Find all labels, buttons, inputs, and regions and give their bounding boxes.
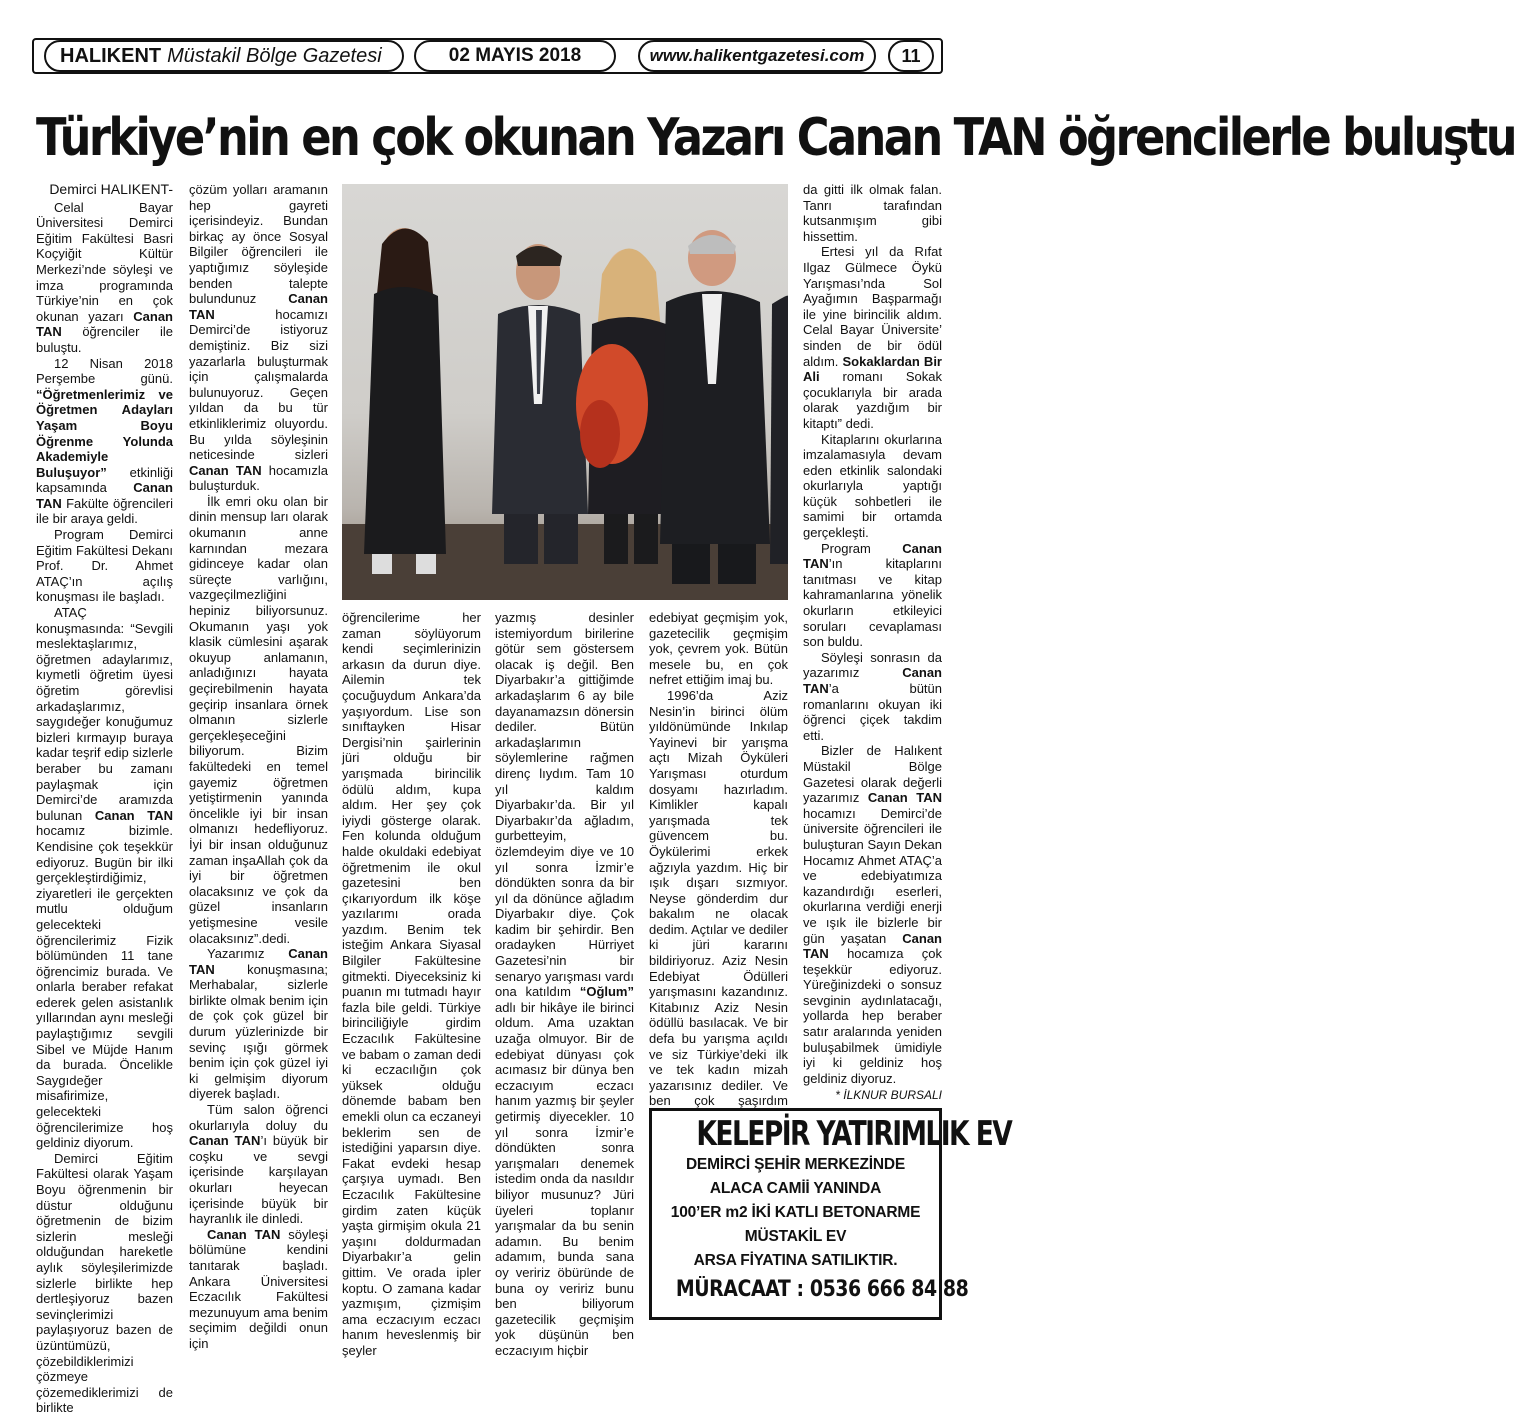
advert-line: 100’ER m2 İKİ KATLI BETONARME [670, 1204, 921, 1221]
advert-line: ALACA CAMİİ YANINDA [709, 1180, 882, 1197]
person-woman-with-flowers [576, 248, 672, 564]
real-estate-advert [649, 1108, 1012, 1320]
paper-tagline: Müstakil Bölge Gazetesi [167, 44, 382, 67]
article-column-3: öğrencilerime her zaman söylüyorum kendi seçimlerinizin arkasın da durun diye. Ailemin tek çocuğuydum Ankara’da yaşıyordum. Lise son sınıftayken Hisar Dergisi’nin şairlerinin jüri olduğu bir yarışmada birincilik ödülü aldım, kupa aldım. Her şey çok iyiydi gösterge olarak. Fen kolunda olduğum halde okuldaki edebiyat öğretmenim ile okul gazetesini ben çıkarıyordum ilk köşe yazılarımı orada yazdım. Benim tek isteğim Ankara Siyasal Bilgiler Fakültesine gitmekti. Diyeceksiniz ki puanın mı tutmadı hayır fazla bile geldi. Türkiye birinciliğiyle girdim Eczacılık Fakültesine ve babam o zaman dedi ki eczacılığın çok yüksek olduğu dönemde babam ben emekli olun ca eczaneyi beklerim sen de istediğini yaparsın diye. Fakat evdeki hesap çarşıya uymadı. Ben Eczacılık Fakültesine girdim zaten küçük yaşta girmişim okula 21 yaşını doldurmadan Diyarbakır’a gelin gittim. Ve orada ipler koptu. O zamana kadar yazmışım, çizmişim ama eczacıyım eczacı hanım heveslenmiş bir şeyler [342, 610, 481, 1358]
author-signature: * İLKNUR BURSALI [835, 1088, 942, 1103]
advert-line: DEMİRCİ ŞEHİR MERKEZİNDE [685, 1156, 906, 1173]
website-link[interactable]: www.halikentgazetesi.com [638, 40, 876, 72]
paper-name-banner [44, 40, 404, 72]
article-column-1: Demirci HALIKENT- Celal Bayar Üniversitesi Demirci Eğitim Fakültesi Basri Koçyiğit Kültür Merkezi’nde söyleşi ve imza programında Türkiye’nin en çok okunan yazarı Canan TAN öğrenciler ile buluştu. 12 Nisan 2018 Perşembe günü. “Öğretmenlerimiz ve Öğretmen Adayları Yaşam Boyu Öğrenme Yolunda Akademiyle Buluşuyor” etkinliği kapsamında Canan TAN Fakülte öğrencileri ile bir araya geldi. Program Demirci Eğitim Fakültesi Dekanı Prof. Dr. Ahmet ATAÇ’ın açılış konuşması ile başladı. ATAÇ konuşmasında: “Sevgili meslektaşlarımız, öğretmen adaylarımız, kıymetli öğretim üyesi öğretim görevlisi arkadaşlarımız, saygıdeğer konuğumuz bizleri kırmayıp buraya kadar teşrif edip sizlerle beraber bu zamanı paylaşmak için Demirci’de aramızda bulunan Canan TAN hocamız bizimle. Kendisine çok teşekkür ediyoruz. Bugün bir ilki gerçekleştirdiğimiz, ziyaretleri ile gerçekten mutlu olduğum gelecekteki öğrencilerimiz Fizik bölümünden 11 tane öğrencimiz burada. Ve onlarla beraber refakat ederek gelen asistanlık yıllarından aynı mesleği paylaştığımız sevgili Sibel ve Müjde Hanım da burada. Öncelikle Saygıdeğer misafirimize, gelecekteki öğrencilerimize hoş geldiniz diyorum. Demirci Eğitim Fakültesi olarak Yaşam Boyu öğrenmenin bir düstur olduğunu öğretmenin de bizim sizlerin mesleği olduğundan hareketle aylık söyleşilerimizde sizlerle birlikte hep dertleşiyoruz bazen sevinçlerimizi paylaşıyoruz bazen de üzüntümüzü, çözebildiklerimizi çözmeye çözemediklerimizi de birlikte [36, 181, 173, 1416]
article-column-4: yazmış desinler istemiyordum birilerine götür sem göstersem olacak iş değil. Ben Diyarbakır’a gittiğimde arkadaşlarım 6 ay bile dayanamazsın dönersin dediler. Bütün arkadaşlarımın söylemlerine rağmen direnç lıydım. Tam 10 yıl kaldım Diyarbakır’da. Bir yıl Diyarbakır’da ağladım, gurbetteyim, özlemdeyim diye ve 10 yıl sonra İzmir’e döndükten sonra da bir yıl da dönünce ağladım Diyarbakır diye. Çok kadim bir şehirdir. Ben oradayken Hürriyet Gazetesi’nin bir senaryo yarışması vardı ona katıldım “Oğlum” adlı bir hikâye ile birinci oldum. Ama uzaktan uzağa olmuyor. Bir de edebiyat dünyası çok acımasız bir dünya ben eczacıyım eczacı hanım yazmış bir şeyler getirmiş diyecekler. 10 yıl sonra İzmir’e döndükten sonra yarışmaları denemek istedim onda da nasıldır biliyor musunuz? Jüri üyeleri toplanır yarışmalar da bu senin adamın. Bu benim adamım, bunda sana oy veririz öbüründe de buna oy veririz bunu ben biliyorum gazetecilik geçmişim yok düşünün ben eczacıyım hiçbir [495, 610, 634, 1358]
advert-line: MÜSTAKİL EV [744, 1228, 847, 1245]
advert-title: KELEPİR YATIRIMLIK EV [696, 1114, 1012, 1154]
article-column-2: çözüm yolları aramanın hep gayreti içerisindeyiz. Bundan birkaç ay önce Sosyal Bilgiler öğrencileri ile yaptığımız söyleşide benden talepte bulundunuz Canan TAN hocamızı Demirci’de istiyoruz demiştiniz. Biz sizi yazarlarla buluşturmak için çalışmalarda bulunuyoruz. Geçen yıldan da bu tür etkinliklerimiz oluyordu. Bu yılda söyleşinin neticesinde sizleri Canan TAN hocamızla buluşturduk. İlk emri oku olan bir dinin mensup ları olarak okumanın anne karnından mezara gidinceye kadar olan süreçte varlığını, vazgeçilmezliğini hepiniz biliyorsunuz. Okumanın yaşı yok klasik cümlesini aşarak okuyup anlamanın, anladığınızı hayata geçirebilmenin hayata geçirip insanlara örnek olmanın sizlerle gerçekleşeceğini biliyorum. Bizim fakültedeki en temel gayemiz öğretmen yetiştirmenin yanında öncelikle iyi bir insan olmanızı hedefliyoruz. İyi bir insan olduğunuz zaman inşaAllah çok da iyi bir öğretmen olacaksınız ve çok da güzel insanların yetişmesine vesile olacaksınız”.dedi. Yazarımız Canan TAN konuşmasına; Merhabalar, sizlerle birlikte olmak benim için de çok çok güzel bir durum yüzlerinizde bir sevinç ışığı görmek benim için çok güzel iyi ki gelmişim diyorum diyerek başladı. Tüm salon öğrenci okurlarıyla doluy du Canan TAN’ı büyük bir coşku ve sevgi içerisinde karşılayan okurları heyecan içerisinde büyük bir hayranlık ile dinledi. Canan TAN söyleşi bölümüne kendini tanıtarak başladı. Ankara Üniversitesi Eczacılık Fakültesi mezunuyum ama benim seçimim değildi onun için [189, 182, 328, 1351]
paper-name: HALIKENT [60, 44, 162, 67]
photo-five-people-on-stage-icon [342, 184, 788, 600]
article-photo [342, 184, 788, 600]
advert-line: ARSA FİYATINA SATILIKTIR. [693, 1252, 898, 1269]
person-woman-black-dress [364, 228, 446, 574]
advert-contact-phone[interactable]: MÜRACAAT : 0536 666 84 88 [675, 1277, 969, 1302]
person-young-man-suit [492, 244, 588, 564]
article-byline: Demirci HALIKENT- [49, 181, 173, 197]
issue-date: 02 MAYIS 2018 [414, 40, 616, 72]
person-older-man-suit [660, 230, 770, 584]
page-number: 11 [888, 40, 934, 72]
article-headline: Türkiye’nin en çok okunan Yazarı Canan TAN öğrencilerle buluştu [36, 108, 1515, 168]
article-column-6: da gitti ilk olmak falan. Tanrı tarafından kutsanmışım gibi hissettim. Ertesi yıl da Rıfat Ilgaz Gülmece Öykü Yarışması’nda Sol Ayağımın Başparmağı ile yine birincilik aldım. Celal Bayar Üniversite’ sinden de bir ödül aldım. Sokaklardan Bir Ali romanı Sokak çocuklarıyla bir arada olarak yazdığım bir kitaptı” dedi. Kitaplarını okurlarına imzalamasıyla devam eden etkinlik salondaki okurlarıyla yaptığı küçük sohbetleri ile samimi bir ortamda gerçekleşti. Program Canan TAN’ın kitaplarını tanıtması ve kitap kahramanlarına yönelik okurların etkileyici soruları cevaplaması son buldu. Söyleşi sonrasın da yazarımız Canan TAN’a bütün romanlarını okuyan iki öğrenci çiçek takdim etti. Bizler de Halıkent Müstakil Bölge Gazetesi olarak değerli yazarımız Canan TAN hocamızı Demirci’de üniversite öğrencileri ile buluşturan Sayın Dekan Hocamız Ahmet ATAÇ’a ve edebiyatımıza kazandırdığı eserleri, okurlarına verdiği enerji ve ışık ile bizlerle bir gün yaşatan Canan TAN hocamıza çok teşekkür ediyoruz. Yüreğinizdeki o sonsuz sevginin aydınlatacağı, yollarda hep beraber satır aralarında yeniden buluşabilmek ümidiyle iyi ki geldiniz hoş geldiniz diyoruz. * İLKNUR BURSALI [803, 182, 942, 1103]
person-man-right-edge [770, 296, 788, 564]
article-column-5: edebiyat geçmişim yok, gazetecilik geçmişim yok, çevrem yok. Bütün mesele bu, en çok nefret ettiğim imaj bu. 1996’da Aziz Nesin’in birinci ölüm yıldönümünde Inkılap Yayinevi bir yarışma açtı Mizah Öyküleri Yarışması oturdum dosyamı hazırladım. Kimlikler kapalı yarışmada tek güvencem bu. Öykülerimi erkek ağzıyla yazdım. Hiç bir ışık dışarı sızmıyor. Neyse gönderdim dur bakalım ne olacak dedim. Açtılar ve dediler ki jüri kararını bildiriyoruz. Aziz Nesin Edebiyat Ödülleri yarışmasını kazandınız. Kitabınız Aziz Nesin ödüllü basılacak. Ve bir defa bu yarışma açıldı ve siz Türkiye’deki ilk ve tek kadın mizah yazarısınız dediler. Ve ben çok şaşırdım [649, 610, 788, 1109]
